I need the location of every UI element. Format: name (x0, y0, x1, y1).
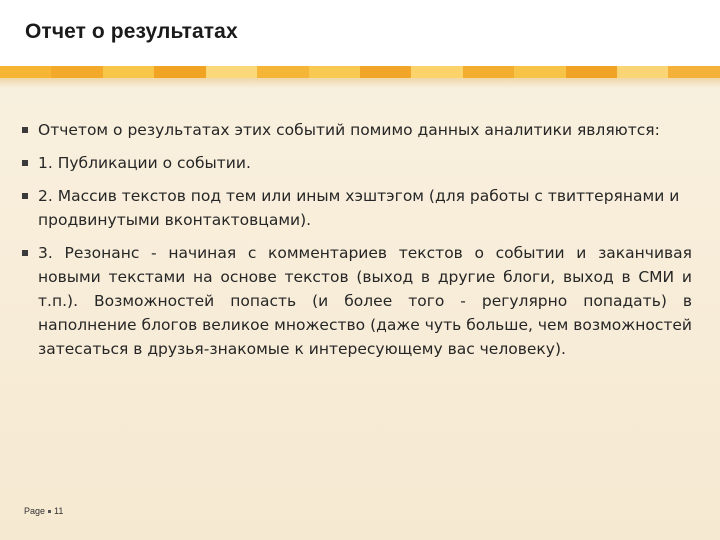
bullet-item (22, 118, 692, 142)
page-footer (24, 506, 63, 516)
title-band-shadow (0, 78, 720, 88)
bullet-text: 3. Резонанс - начиная с комментариев текстов о событии и заканчивая новыми текстами на основе текстов (выход в другие блоги, выход в СМИ и т.п.). Возможностей попасть (и более того - регулярно попадать) в наполнение блогов великое множество (даже чуть больше, чем возможностей затесаться в друзья-знакомые к интересующему вас человеку). (38, 244, 692, 358)
bullet-text: 2. Массив текстов под тем или иным хэштэгом (для работы с твиттерянами и продвинутыми вконтактовцами). (38, 187, 680, 229)
page-number: 11 (54, 506, 64, 516)
bullet-list (22, 118, 692, 370)
page-label: Page (24, 506, 46, 516)
slide-title: Отчет о результатах (25, 20, 238, 43)
square-bullet-icon (22, 193, 28, 199)
bullet-item (22, 241, 692, 361)
bullet-item (22, 151, 692, 175)
separator-dot-icon (48, 510, 51, 513)
square-bullet-icon (22, 127, 28, 133)
square-bullet-icon (22, 250, 28, 256)
square-bullet-icon (22, 160, 28, 166)
bullet-text: Отчетом о результатах этих событий помимо данных аналитики являются: (38, 121, 660, 139)
bullet-text: 1. Публикации о событии. (38, 154, 251, 172)
bullet-item (22, 184, 692, 232)
title-area (0, 0, 720, 66)
title-accent-band (0, 66, 720, 78)
